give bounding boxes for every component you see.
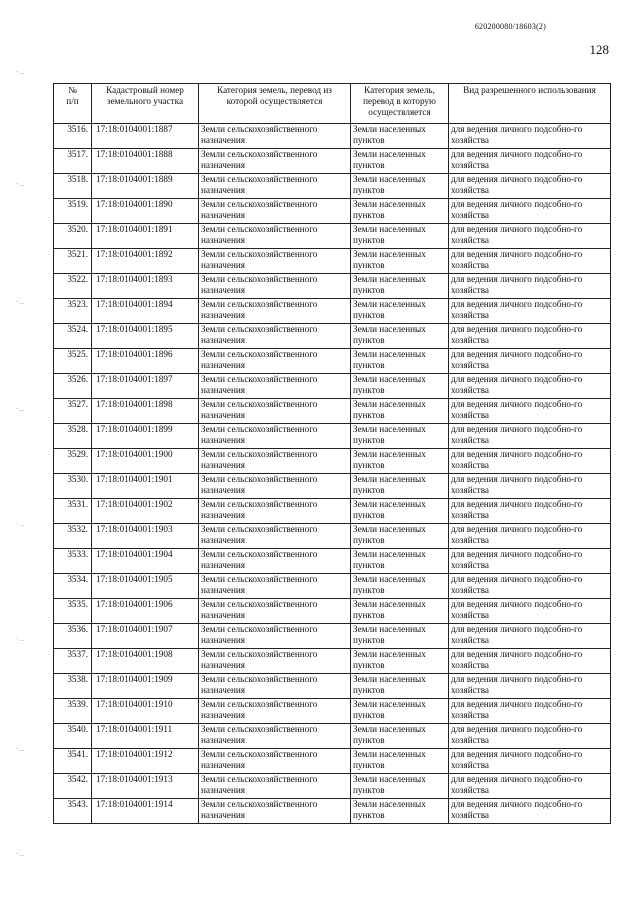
cadastral-number: 17:18:0104001:1896: [92, 349, 199, 374]
table-row: [54, 124, 611, 149]
row-number: 3534.: [54, 574, 92, 599]
cadastral-number: 17:18:0104001:1895: [92, 324, 199, 349]
permitted-use: для ведения личного подсобно-го хозяйства: [449, 424, 611, 449]
row-number: 3521.: [54, 249, 92, 274]
permitted-use: для ведения личного подсобно-го хозяйства: [449, 374, 611, 399]
row-number: 3531.: [54, 499, 92, 524]
category-to: Земли населенных пунктов: [351, 324, 449, 349]
permitted-use: для ведения личного подсобно-го хозяйства: [449, 324, 611, 349]
column-header-number: № п/п: [54, 84, 92, 124]
table-row: [54, 599, 611, 624]
category-to: Земли населенных пунктов: [351, 724, 449, 749]
table-row: [54, 524, 611, 549]
land-table: [53, 83, 611, 824]
cadastral-number: 17:18:0104001:1909: [92, 674, 199, 699]
table-row: [54, 199, 611, 224]
permitted-use: для ведения личного подсобно-го хозяйства: [449, 699, 611, 724]
category-to: Земли населенных пунктов: [351, 499, 449, 524]
category-from: Земли сельскохозяйственного назначения: [199, 599, 351, 624]
category-from: Земли сельскохозяйственного назначения: [199, 424, 351, 449]
category-from: Земли сельскохозяйственного назначения: [199, 199, 351, 224]
cadastral-number: 17:18:0104001:1913: [92, 774, 199, 799]
category-from: Земли сельскохозяйственного назначения: [199, 524, 351, 549]
row-number: 3535.: [54, 599, 92, 624]
category-from: Земли сельскохозяйственного назначения: [199, 324, 351, 349]
row-number: 3539.: [54, 699, 92, 724]
permitted-use: для ведения личного подсобно-го хозяйства: [449, 174, 611, 199]
column-header-category-to: Категория земель, перевод в которую осуществляется: [351, 84, 449, 124]
category-from: Земли сельскохозяйственного назначения: [199, 749, 351, 774]
row-number: 3532.: [54, 524, 92, 549]
table-row: [54, 449, 611, 474]
category-from: Земли сельскохозяйственного назначения: [199, 224, 351, 249]
cadastral-number: 17:18:0104001:1906: [92, 599, 199, 624]
category-from: Земли сельскохозяйственного назначения: [199, 699, 351, 724]
category-from: Земли сельскохозяйственного назначения: [199, 374, 351, 399]
cadastral-number: 17:18:0104001:1888: [92, 149, 199, 174]
row-number: 3517.: [54, 149, 92, 174]
cadastral-number: 17:18:0104001:1900: [92, 449, 199, 474]
row-number: 3541.: [54, 749, 92, 774]
table-row: [54, 299, 611, 324]
category-to: Земли населенных пунктов: [351, 524, 449, 549]
permitted-use: для ведения личного подсобно-го хозяйства: [449, 249, 611, 274]
category-to: Земли населенных пунктов: [351, 124, 449, 149]
table-row: [54, 374, 611, 399]
table-row: [54, 799, 611, 824]
permitted-use: для ведения личного подсобно-го хозяйства: [449, 149, 611, 174]
category-to: Земли населенных пунктов: [351, 174, 449, 199]
margin-mark: ·..: [16, 68, 25, 76]
table-row: [54, 624, 611, 649]
category-to: Земли населенных пунктов: [351, 649, 449, 674]
category-to: Земли населенных пунктов: [351, 424, 449, 449]
margin-mark: ·..: [16, 850, 25, 858]
category-to: Земли населенных пунктов: [351, 299, 449, 324]
cadastral-number: 17:18:0104001:1899: [92, 424, 199, 449]
permitted-use: для ведения личного подсобно-го хозяйства: [449, 674, 611, 699]
category-from: Земли сельскохозяйственного назначения: [199, 274, 351, 299]
column-header-cadastral: Кадастровый номер земельного участка: [92, 84, 199, 124]
permitted-use: для ведения личного подсобно-го хозяйства: [449, 399, 611, 424]
permitted-use: для ведения личного подсобно-го хозяйства: [449, 524, 611, 549]
category-from: Земли сельскохозяйственного назначения: [199, 774, 351, 799]
table-row: [54, 174, 611, 199]
table-row: [54, 399, 611, 424]
margin-mark: ·..: [16, 745, 25, 753]
permitted-use: для ведения личного подсобно-го хозяйства: [449, 124, 611, 149]
table-body: [54, 124, 611, 824]
category-to: Земли населенных пунктов: [351, 549, 449, 574]
category-from: Земли сельскохозяйственного назначения: [199, 674, 351, 699]
category-from: Земли сельскохозяйственного назначения: [199, 499, 351, 524]
category-to: Земли населенных пунктов: [351, 799, 449, 824]
row-number: 3542.: [54, 774, 92, 799]
cadastral-number: 17:18:0104001:1902: [92, 499, 199, 524]
permitted-use: для ведения личного подсобно-го хозяйства: [449, 599, 611, 624]
cadastral-number: 17:18:0104001:1887: [92, 124, 199, 149]
category-from: Земли сельскохозяйственного назначения: [199, 799, 351, 824]
category-from: Земли сельскохозяйственного назначения: [199, 549, 351, 574]
table-row: [54, 724, 611, 749]
table-row: [54, 224, 611, 249]
category-to: Земли населенных пунктов: [351, 199, 449, 224]
table-row: [54, 574, 611, 599]
cadastral-number: 17:18:0104001:1903: [92, 524, 199, 549]
row-number: 3516.: [54, 124, 92, 149]
cadastral-number: 17:18:0104001:1891: [92, 224, 199, 249]
category-to: Земли населенных пунктов: [351, 449, 449, 474]
margin-mark: ·..: [16, 405, 25, 413]
row-number: 3533.: [54, 549, 92, 574]
cadastral-number: 17:18:0104001:1897: [92, 374, 199, 399]
row-number: 3520.: [54, 224, 92, 249]
permitted-use: для ведения личного подсобно-го хозяйства: [449, 549, 611, 574]
category-from: Земли сельскохозяйственного назначения: [199, 349, 351, 374]
cadastral-number: 17:18:0104001:1901: [92, 474, 199, 499]
cadastral-number: 17:18:0104001:1908: [92, 649, 199, 674]
cadastral-number: 17:18:0104001:1892: [92, 249, 199, 274]
row-number: 3522.: [54, 274, 92, 299]
margin-mark: ·..: [16, 520, 25, 528]
category-from: Земли сельскохозяйственного назначения: [199, 574, 351, 599]
table-row: [54, 149, 611, 174]
category-from: Земли сельскохозяйственного назначения: [199, 399, 351, 424]
table-header-row: [54, 84, 611, 124]
cadastral-number: 17:18:0104001:1911: [92, 724, 199, 749]
permitted-use: для ведения личного подсобно-го хозяйства: [449, 649, 611, 674]
permitted-use: для ведения личного подсобно-го хозяйства: [449, 624, 611, 649]
land-table-wrapper: [53, 83, 610, 824]
row-number: 3523.: [54, 299, 92, 324]
cadastral-number: 17:18:0104001:1890: [92, 199, 199, 224]
category-to: Земли населенных пунктов: [351, 699, 449, 724]
permitted-use: для ведения личного подсобно-го хозяйства: [449, 449, 611, 474]
table-row: [54, 749, 611, 774]
row-number: 3528.: [54, 424, 92, 449]
permitted-use: для ведения личного подсобно-го хозяйства: [449, 274, 611, 299]
category-to: Земли населенных пунктов: [351, 349, 449, 374]
category-to: Земли населенных пунктов: [351, 574, 449, 599]
column-header-permitted-use: Вид разрешенного использования: [449, 84, 611, 124]
category-to: Земли населенных пунктов: [351, 474, 449, 499]
table-row: [54, 274, 611, 299]
category-from: Земли сельскохозяйственного назначения: [199, 124, 351, 149]
cadastral-number: 17:18:0104001:1910: [92, 699, 199, 724]
row-number: 3529.: [54, 449, 92, 474]
row-number: 3537.: [54, 649, 92, 674]
category-to: Земли населенных пунктов: [351, 599, 449, 624]
cadastral-number: 17:18:0104001:1894: [92, 299, 199, 324]
cadastral-number: 17:18:0104001:1898: [92, 399, 199, 424]
category-from: Земли сельскохозяйственного назначения: [199, 474, 351, 499]
cadastral-number: 17:18:0104001:1905: [92, 574, 199, 599]
table-row: [54, 424, 611, 449]
category-from: Земли сельскохозяйственного назначения: [199, 299, 351, 324]
category-to: Земли населенных пунктов: [351, 274, 449, 299]
row-number: 3540.: [54, 724, 92, 749]
permitted-use: для ведения личного подсобно-го хозяйства: [449, 199, 611, 224]
category-from: Земли сельскохозяйственного назначения: [199, 149, 351, 174]
row-number: 3538.: [54, 674, 92, 699]
table-row: [54, 474, 611, 499]
table-row: [54, 249, 611, 274]
permitted-use: для ведения личного подсобно-го хозяйства: [449, 224, 611, 249]
margin-mark: ·..: [16, 180, 25, 188]
category-to: Земли населенных пунктов: [351, 674, 449, 699]
cadastral-number: 17:18:0104001:1893: [92, 274, 199, 299]
cadastral-number: 17:18:0104001:1907: [92, 624, 199, 649]
category-to: Земли населенных пунктов: [351, 774, 449, 799]
category-from: Земли сельскохозяйственного назначения: [199, 649, 351, 674]
permitted-use: для ведения личного подсобно-го хозяйства: [449, 349, 611, 374]
row-number: 3527.: [54, 399, 92, 424]
permitted-use: для ведения личного подсобно-го хозяйства: [449, 299, 611, 324]
permitted-use: для ведения личного подсобно-го хозяйства: [449, 774, 611, 799]
table-row: [54, 349, 611, 374]
permitted-use: для ведения личного подсобно-го хозяйства: [449, 799, 611, 824]
category-to: Земли населенных пунктов: [351, 624, 449, 649]
table-row: [54, 674, 611, 699]
row-number: 3543.: [54, 799, 92, 824]
permitted-use: для ведения личного подсобно-го хозяйства: [449, 724, 611, 749]
category-from: Земли сельскохозяйственного назначения: [199, 724, 351, 749]
row-number: 3525.: [54, 349, 92, 374]
cadastral-number: 17:18:0104001:1889: [92, 174, 199, 199]
category-to: Земли населенных пунктов: [351, 399, 449, 424]
table-row: [54, 499, 611, 524]
column-header-category-from: Категория земель, перевод из которой осуществляется: [199, 84, 351, 124]
category-from: Земли сельскохозяйственного назначения: [199, 249, 351, 274]
margin-mark: ·..: [16, 635, 25, 643]
table-row: [54, 549, 611, 574]
category-to: Земли населенных пунктов: [351, 249, 449, 274]
row-number: 3524.: [54, 324, 92, 349]
category-to: Земли населенных пунктов: [351, 224, 449, 249]
category-from: Земли сельскохозяйственного назначения: [199, 624, 351, 649]
permitted-use: для ведения личного подсобно-го хозяйства: [449, 574, 611, 599]
permitted-use: для ведения личного подсобно-го хозяйства: [449, 499, 611, 524]
table-row: [54, 774, 611, 799]
permitted-use: для ведения личного подсобно-го хозяйства: [449, 474, 611, 499]
cadastral-number: 17:18:0104001:1914: [92, 799, 199, 824]
table-row: [54, 649, 611, 674]
row-number: 3526.: [54, 374, 92, 399]
row-number: 3530.: [54, 474, 92, 499]
category-to: Земли населенных пунктов: [351, 149, 449, 174]
table-row: [54, 699, 611, 724]
permitted-use: для ведения личного подсобно-го хозяйства: [449, 749, 611, 774]
margin-mark: ·..: [16, 298, 25, 306]
page-number: 128: [589, 42, 609, 57]
category-from: Земли сельскохозяйственного назначения: [199, 449, 351, 474]
table-row: [54, 324, 611, 349]
row-number: 3518.: [54, 174, 92, 199]
row-number: 3519.: [54, 199, 92, 224]
row-number: 3536.: [54, 624, 92, 649]
cadastral-number: 17:18:0104001:1904: [92, 549, 199, 574]
category-to: Земли населенных пунктов: [351, 374, 449, 399]
category-to: Земли населенных пунктов: [351, 749, 449, 774]
doc-code: 620200080/18603(2): [474, 22, 546, 31]
category-from: Земли сельскохозяйственного назначения: [199, 174, 351, 199]
cadastral-number: 17:18:0104001:1912: [92, 749, 199, 774]
